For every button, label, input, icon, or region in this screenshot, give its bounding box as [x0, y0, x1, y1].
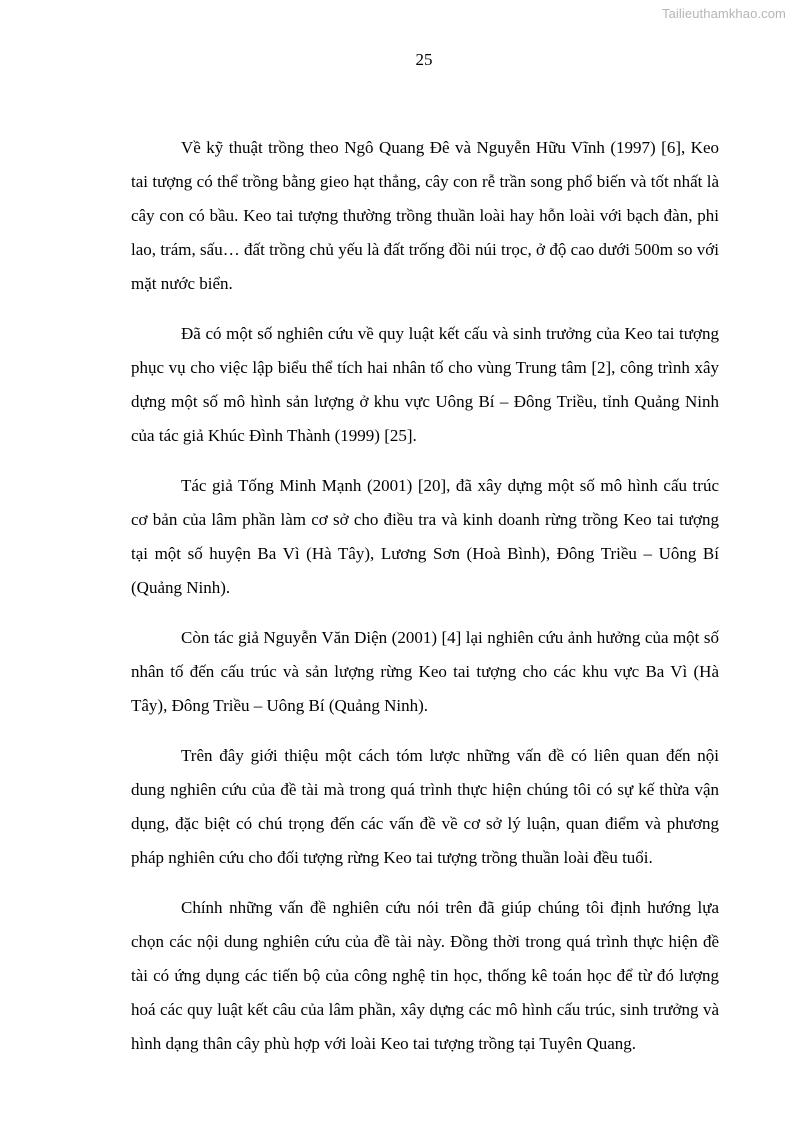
paragraph: Trên đây giới thiệu một cách tóm lược những vấn đề có liên quan đến nội dung nghiên cứu của đề tài mà trong quá trình thực hiện chúng tôi có sự kế thừa vận dụng, đặc biệt có chú trọng đến các vấn đề về cơ sở lý luận, quan điểm và phương pháp nghiên cứu cho đối tượng rừng Keo tai tượng trồng thuần loài đều tuổi.	[131, 746, 719, 867]
paragraph: Tác giả Tống Minh Mạnh (2001) [20], đã xây dựng một số mô hình cấu trúc cơ bản của lâm phần làm cơ sở cho điều tra và kinh doanh rừng trồng Keo tai tượng tại một số huyện Ba Vì (Hà Tây), Lương Sơn (Hoà Bình), Đông Triều – Uông Bí (Quảng Ninh).	[131, 476, 719, 597]
document-body	[131, 131, 719, 1077]
paragraph: Chính những vấn đề nghiên cứu nói trên đã giúp chúng tôi định hướng lựa chọn các nội dung nghiên cứu của đề tài này. Đồng thời trong quá trình thực hiện đề tài có ứng dụng các tiến bộ của công nghệ tin học, thống kê toán học để từ đó lượng hoá các quy luật kết câu của lâm phần, xây dựng các mô hình cấu trúc, sinh trưởng và hình dạng thân cây phù hợp với loài Keo tai tượng trồng tại Tuyên Quang.	[131, 898, 719, 1053]
paragraph: Còn tác giả Nguyễn Văn Diện (2001) [4] lại nghiên cứu ảnh hưởng của một số nhân tố đến cấu trúc và sản lượng rừng Keo tai tượng cho các khu vực Ba Vì (Hà Tây), Đông Triều – Uông Bí (Quảng Ninh).	[131, 628, 719, 715]
paragraph: Về kỹ thuật trồng theo Ngô Quang Đê và Nguyễn Hữu Vĩnh (1997) [6], Keo tai tượng có thể trồng bằng gieo hạt thẳng, cây con rễ trần song phổ biến và tốt nhất là cây con có bầu. Keo tai tượng thường trồng thuần loài hay hỗn loài với bạch đàn, phi lao, trám, sấu… đất trồng chủ yếu là đất trống đồi núi trọc, ở độ cao dưới 500m so với mặt nước biển.	[131, 138, 719, 293]
paragraph: Đã có một số nghiên cứu về quy luật kết cấu và sinh trưởng của Keo tai tượng phục vụ cho việc lập biểu thể tích hai nhân tố cho vùng Trung tâm [2], công trình xây dựng một số mô hình sản lượng ở khu vực Uông Bí – Đông Triều, tỉnh Quảng Ninh của tác giả Khúc Đình Thành (1999) [25].	[131, 324, 719, 445]
watermark: Tailieuthamkhao.com	[661, 6, 786, 21]
page-number: 25	[415, 50, 433, 69]
